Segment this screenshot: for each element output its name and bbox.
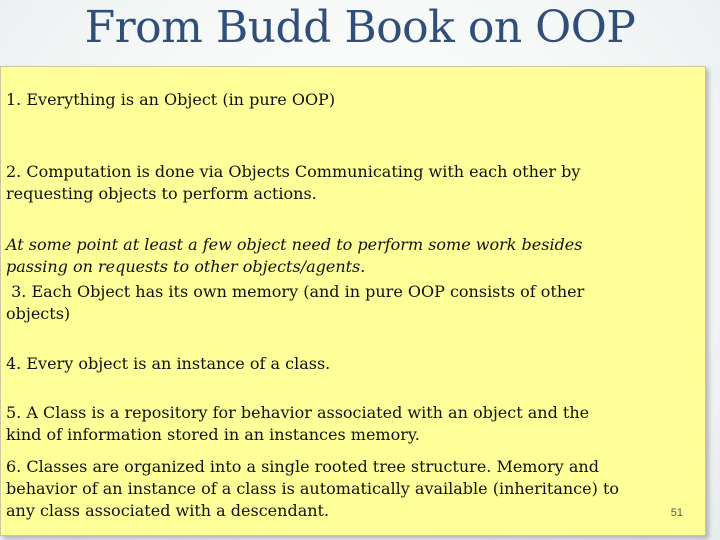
- point-6-line-2: behavior of an instance of a class is automatically available (inheritance) to: [6, 479, 619, 498]
- point-4: [6, 353, 696, 375]
- point-2-line-1: 2. Computation is done via Objects Communicating with each other by: [6, 162, 581, 181]
- slide-title: From Budd Book on OOP: [84, 2, 636, 53]
- point-3-line-2: objects): [6, 304, 71, 323]
- point-6-line-3: any class associated with a descendant.: [6, 501, 330, 520]
- point-4-line-1: 4. Every object is an instance of a class.: [6, 354, 331, 373]
- point-2-note: [6, 234, 696, 278]
- point-2-note-line-2: passing on requests to other objects/agents.: [6, 257, 366, 276]
- content-panel: [0, 66, 706, 536]
- point-6-line-1: 6. Classes are organized into a single rooted tree structure. Memory and: [6, 457, 599, 476]
- point-6: [6, 456, 696, 522]
- point-3-line-1: 3. Each Object has its own memory (and in pure OOP consists of other: [6, 282, 585, 301]
- point-3: [6, 281, 696, 325]
- point-1-line-1: 1. Everything is an Object (in pure OOP): [6, 90, 336, 109]
- point-2-note-line-1: At some point at least a few object need to perform some work besides: [6, 235, 583, 254]
- point-2: [6, 161, 696, 205]
- point-2-line-2: requesting objects to perform actions.: [6, 184, 317, 203]
- point-5-line-1: 5. A Class is a repository for behavior associated with an object and the: [6, 403, 590, 422]
- point-5-line-2: kind of information stored in an instances memory.: [6, 425, 420, 444]
- point-5: [6, 402, 696, 446]
- point-1: [6, 89, 696, 111]
- page-number: 51: [670, 507, 683, 519]
